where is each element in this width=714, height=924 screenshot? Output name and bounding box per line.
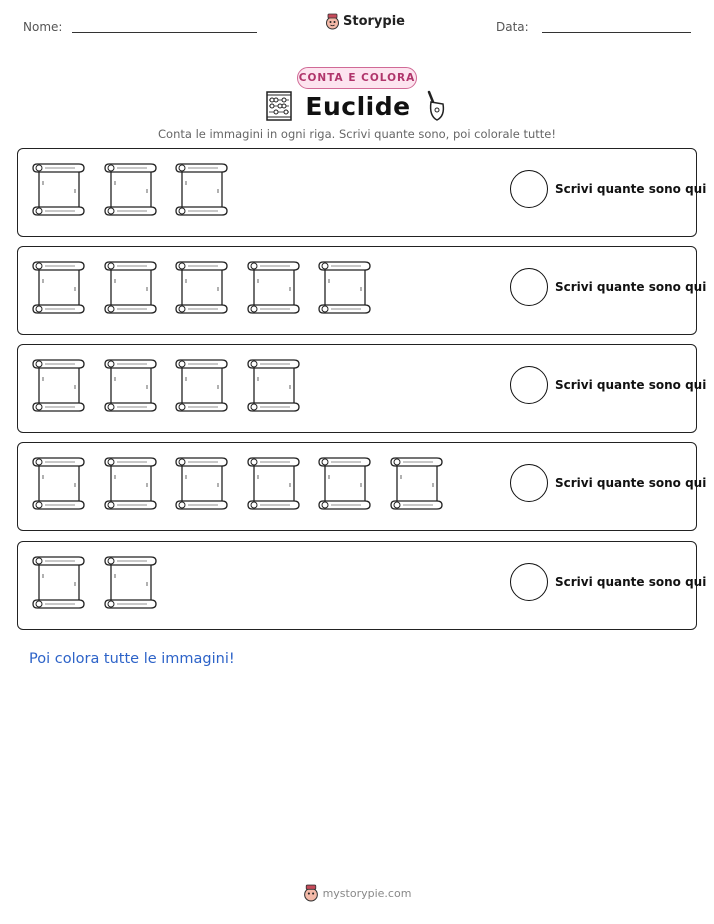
scroll-icon[interactable] — [174, 161, 230, 219]
scroll-icon[interactable] — [103, 357, 159, 415]
scroll-icon[interactable] — [246, 455, 302, 513]
scroll-icon[interactable] — [103, 161, 159, 219]
scroll-icon[interactable] — [31, 455, 87, 513]
brand-logo — [325, 13, 405, 30]
date-label: Data: — [496, 20, 529, 34]
answer-circle[interactable] — [510, 464, 548, 502]
scroll-icon[interactable] — [31, 259, 87, 317]
scroll-icon[interactable] — [317, 455, 373, 513]
scroll-icon[interactable] — [31, 161, 87, 219]
count-row — [17, 246, 707, 335]
answer-label: Scrivi quante sono qui — [555, 280, 707, 294]
footer-site: mystorypie.com — [322, 886, 412, 900]
answer-circle[interactable] — [510, 268, 548, 306]
scroll-icon[interactable] — [174, 357, 230, 415]
mascot-icon — [325, 13, 340, 30]
abacus-icon — [263, 90, 295, 122]
answer-circle[interactable] — [510, 563, 548, 601]
scroll-icon[interactable] — [103, 554, 159, 612]
date-line[interactable] — [542, 32, 691, 33]
trowel-icon — [421, 90, 451, 122]
count-row — [17, 148, 707, 237]
answer-label: Scrivi quante sono qui — [555, 476, 707, 490]
name-label: Nome: — [23, 20, 63, 34]
answer-label: Scrivi quante sono qui — [555, 182, 707, 196]
title-row — [0, 90, 714, 122]
scroll-icon[interactable] — [246, 357, 302, 415]
count-row — [17, 541, 707, 630]
instruction-text: Conta le immagini in ogni riga. Scrivi quante sono, poi colorale tutte! — [158, 127, 556, 141]
name-line[interactable] — [72, 32, 257, 33]
scroll-icon[interactable] — [103, 259, 159, 317]
count-row — [17, 442, 707, 531]
answer-circle[interactable] — [510, 170, 548, 208]
answer-label: Scrivi quante sono qui — [555, 378, 707, 392]
footer-brand — [0, 884, 714, 902]
scroll-icon[interactable] — [389, 455, 445, 513]
scroll-icon[interactable] — [103, 455, 159, 513]
answer-circle[interactable] — [510, 366, 548, 404]
scroll-icon[interactable] — [246, 259, 302, 317]
scroll-icon[interactable] — [174, 455, 230, 513]
scroll-icon[interactable] — [31, 357, 87, 415]
activity-badge: CONTA E COLORA — [297, 67, 417, 89]
coloring-note: Poi colora tutte le immagini! — [29, 651, 235, 667]
count-row — [17, 344, 707, 433]
answer-label: Scrivi quante sono qui — [555, 575, 707, 589]
mascot-icon — [303, 884, 319, 902]
brand-name: Storypie — [343, 14, 405, 29]
scroll-icon[interactable] — [317, 259, 373, 317]
worksheet-title: Euclide — [305, 91, 411, 121]
scroll-icon[interactable] — [174, 259, 230, 317]
scroll-icon[interactable] — [31, 554, 87, 612]
